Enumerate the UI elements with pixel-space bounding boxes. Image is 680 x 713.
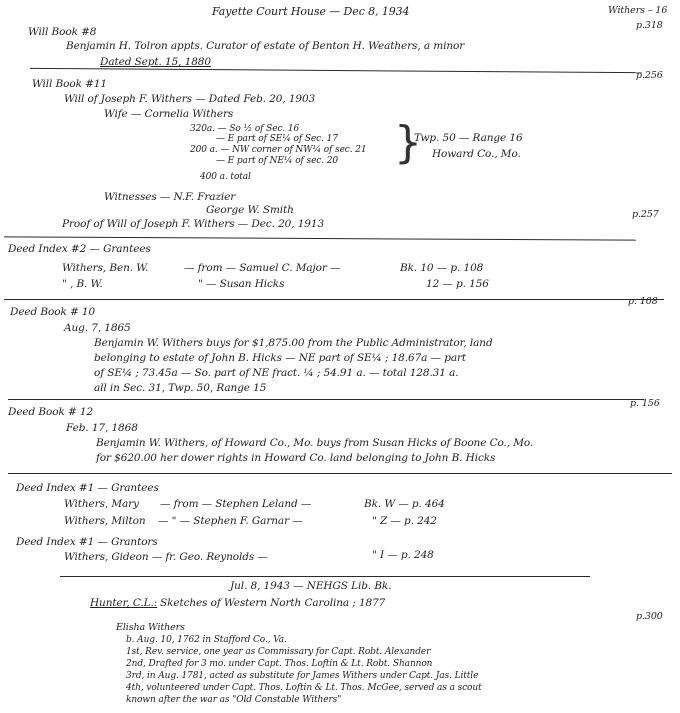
land-line-4: — E part of NE¼ of sec. 20	[216, 156, 339, 166]
will-book-8-heading: Will Book #8	[28, 26, 97, 38]
nehgs-line: Jul. 8, 1943 — NEHGS Lib. Bk.	[230, 580, 392, 592]
will-book-8-line: Benjamin H. Tolron appts. Curator of estate of Benton H. Weathers, a minor	[66, 40, 465, 52]
divider-rule	[4, 299, 664, 300]
elisha-birth: b. Aug. 10, 1762 in Stafford Co., Va.	[126, 635, 287, 645]
will-book-8-date: Dated Sept. 15, 1880	[100, 56, 211, 68]
divider-rule	[30, 68, 642, 73]
deed-10-line-1: Benjamin W. Withers buys for $1,875.00 from the Public Administrator, land	[94, 337, 493, 349]
nehgs-page: p.300	[636, 611, 663, 622]
witnesses-line: Witnesses — N.F. Frazier	[104, 191, 236, 203]
deed-book-10-heading: Deed Book # 10	[10, 306, 96, 318]
divider-rule	[8, 473, 672, 474]
land-line-2: — E part of SE¼ of Sec. 17	[216, 134, 338, 144]
deed-10-date: Aug. 7, 1865	[64, 322, 131, 334]
corner-page: p.318	[636, 20, 663, 31]
index-1-row-1-name: Withers, Mary	[64, 498, 139, 510]
index-1-row-2-from: — " — Stephen F. Garnar —	[158, 515, 303, 527]
index-2-row-1-name: Withers, Ben. W.	[62, 262, 149, 274]
corner-label: Withers – 16	[608, 5, 668, 16]
deed-10-line-4: all in Sec. 31, Twp. 50, Range 15	[94, 382, 267, 394]
elisha-line-3: 3rd, in Aug. 1781, acted as substitute for James Withers under Capt. Jas. Little	[126, 671, 479, 681]
index-1-row-2-name: Withers, Milton	[64, 515, 146, 527]
divider-rule	[8, 399, 644, 400]
deed-book-10-page: p. 108	[628, 296, 658, 307]
index-2-row-2-name: " , B. W.	[62, 278, 103, 290]
index-2-row-2-ref: 12 — p. 156	[426, 278, 489, 290]
deed-12-line-1: Benjamin W. Withers, of Howard Co., Mo. buys from Susan Hicks of Boone Co., Mo.	[96, 437, 534, 449]
deed-10-line-3: of SE¼ ; 73.45a — So. part of NE fract. ¼ ; 54.91 a. — total 128.31 a.	[94, 367, 459, 379]
deed-index-1-grantors-heading: Deed Index #1 — Grantors	[16, 536, 158, 548]
deed-book-12-heading: Deed Book # 12	[8, 406, 94, 418]
page-title: Fayette Court House — Dec 8, 1934	[212, 5, 410, 18]
index-2-row-2-from: " — Susan Hicks	[198, 278, 285, 290]
will-book-11-heading: Will Book #11	[32, 78, 107, 90]
will-book-11-page: p.256	[636, 70, 663, 81]
elisha-line-5: known after the war as "Old Constable Withers"	[126, 695, 342, 705]
elisha-name: Elisha Withers	[116, 622, 185, 633]
land-line-3: 200 a. — NW corner of NW¼ of sec. 21	[190, 145, 367, 155]
nehgs-title: Sketches of Western North Carolina ; 1877	[160, 597, 386, 609]
wife-line: Wife — Cornelia Withers	[104, 108, 234, 120]
index-1-row-2-ref: " Z — p. 242	[372, 515, 437, 527]
county-line: Howard Co., Mo.	[432, 148, 521, 160]
elisha-line-4: 4th, volunteered under Capt. Thos. Loftin & Lt. Thos. McGee, served as a scout	[126, 683, 482, 693]
elisha-line-2: 2nd, Drafted for 3 mo. under Capt. Thos. Loftin & Lt. Robt. Shannon	[126, 659, 433, 669]
nehgs-author: Hunter, C.L.:	[90, 597, 158, 609]
witness-2-line: George W. Smith	[206, 204, 294, 216]
divider-rule	[4, 236, 636, 240]
index-1-row-1-from: — from — Stephen Leland —	[160, 498, 312, 510]
deed-10-line-2: belonging to estate of John B. Hicks — NE part of SE¼ ; 18.67a — part	[94, 352, 467, 364]
brace-glyph: }	[394, 117, 422, 168]
total-line: 400 a. total	[200, 172, 251, 182]
will-line: Will of Joseph F. Withers — Dated Feb. 20, 1903	[64, 93, 316, 105]
deed-index-1-grantees-heading: Deed Index #1 — Grantees	[16, 482, 159, 494]
divider-rule	[60, 576, 590, 577]
land-line-1: 320a. — So ½ of Sec. 16	[190, 124, 300, 134]
township-line: Twp. 50 — Range 16	[414, 132, 523, 144]
proof-line: Proof of Will of Joseph F. Withers — Dec. 20, 1913	[62, 218, 325, 230]
deed-index-2-heading: Deed Index #2 — Grantees	[8, 243, 151, 255]
elisha-line-1: 1st, Rev. service, one year as Commissary for Capt. Robt. Alexander	[126, 647, 431, 657]
grantors-row-ref: " I — p. 248	[372, 549, 434, 561]
deed-12-date: Feb. 17, 1868	[66, 422, 138, 434]
proof-page: p.257	[632, 209, 659, 220]
index-2-row-1-ref: Bk. 10 — p. 108	[400, 262, 484, 274]
deed-12-line-2: for $620.00 her dower rights in Howard Co. land belonging to John B. Hicks	[96, 452, 496, 464]
index-2-row-1-from: — from — Samuel C. Major —	[184, 262, 341, 274]
deed-book-12-page: p. 156	[630, 398, 660, 409]
index-1-row-1-ref: Bk. W — p. 464	[364, 498, 445, 510]
grantors-row-name: Withers, Gideon — fr. Geo. Reynolds —	[64, 551, 268, 563]
